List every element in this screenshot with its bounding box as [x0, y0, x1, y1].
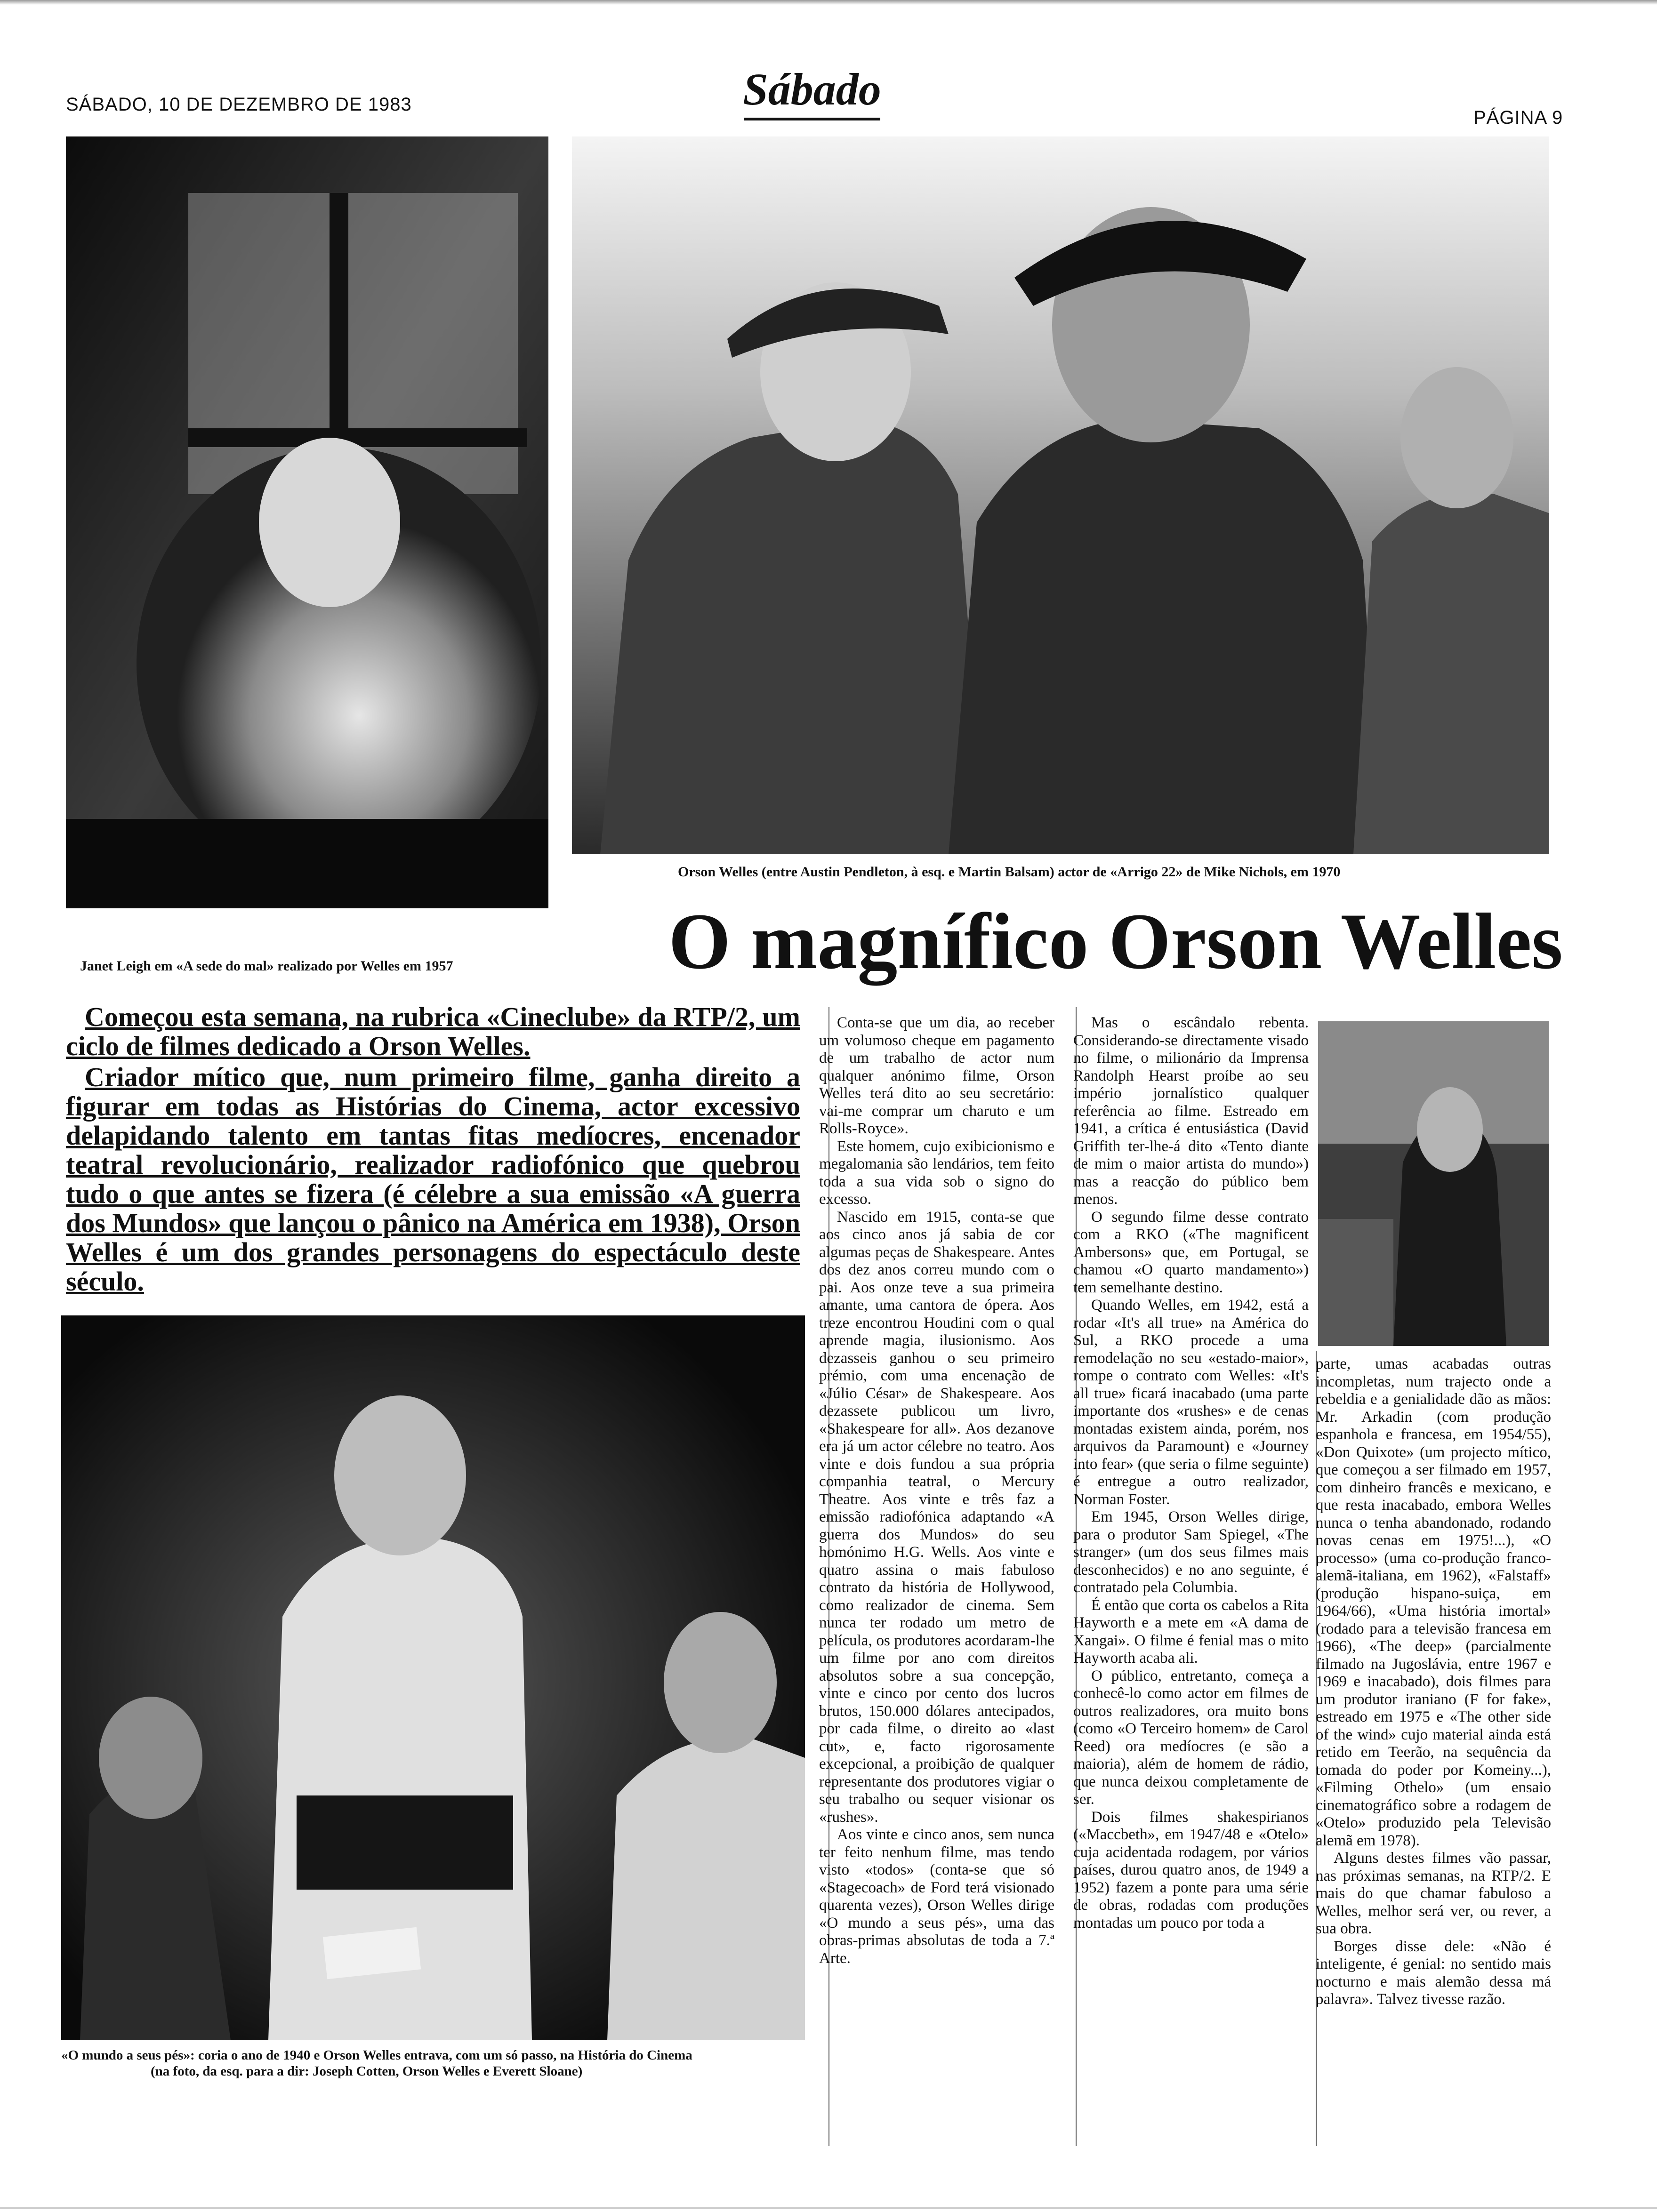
lede-paragraph-2: Criador mítico que, num primeiro filme, ganha direito a figurar em todas as Histórias do Cinema, actor excessivo delapidando talento em tantas fitas medíocres, encenador teatral revolucionário, realizador radiofónico que quebrou tudo o que antes se fizera (é célebre a sua emissão «A guerra dos Mundos» que lançou o pânico na América em 1938), Orson Welles é um dos grandes personagens do espectáculo deste século. — [66, 1062, 800, 1297]
caption-citizen-kane — [61, 2047, 810, 2079]
column-paragraph: O público, entretanto, começa a conhecê-lo como actor em filmes de outros realizadores, ora muito bons (como «O Terceiro homem» de Carol Reed) ora medíocres (e são a maioria), além de homem de rádio, que nunca deixou completamente de ser. — [1073, 1667, 1309, 1808]
caption-citizen-kane-line-1: «O mundo a seus pés»: coria o ano de 1940 e Orson Welles entrava, com um só passo, na História do Cinema — [61, 2048, 692, 2063]
headline: O magnífico Orson Welles — [668, 897, 1563, 986]
bottom-rule — [0, 2207, 1657, 2209]
article-column-2 — [1073, 1014, 1309, 1932]
page-number: PÁGINA 9 — [1473, 107, 1563, 128]
lede-paragraph-1: Começou esta semana, na rubrica «Cineclube» da RTP/2, um ciclo de filmes dedicado a Orson Welles. — [66, 1002, 800, 1061]
article-column-1 — [819, 1014, 1054, 1967]
column-paragraph: Em 1945, Orson Welles dirige, para o produtor Sam Spiegel, «The stranger» (um dos seus filmes mais desconhecidos) e no ano seguinte, é contratado pela Columbia. — [1073, 1508, 1309, 1596]
logo-underline — [744, 118, 880, 120]
column-paragraph: Alguns destes filmes vão passar, nas próximas semanas, na RTP/2. E mais do que chamar fabuloso a Welles, melhor será ver, ou rever, a sua obra. — [1316, 1850, 1551, 1937]
column-paragraph: parte, umas acabadas outras incompletas, num trajecto onde a rebeldia e a genialidade dão as mãos: Mr. Arkadin (com produção espanhola e francesa, em 1954/55), «Don Quixote» (um projecto mítico, que começou a ser filmado em 1957, com dinheiro francês e mexicano, e que resta inacabado, embora Welles nunca o tenha abandonado, rodando novas cenas em 1975!...), «O processo» (uma co-produção franco-alemã-italiana, em 1962), «Falstaff» (produção hispano-suiça, em 1964/66), «Uma história imortal» (rodado para a televisão francesa em 1966), «The deep» (parcialmente filmado na Jugoslávia, entre 1967 e 1969 e inacabado), dois filmes para um produtor iraniano (F for fake», estreado em 1975 e «The other side of the wind» cujo material ainda está retido em Teerão, na sequência da tomada do poder por Komeiny...), «Filming Othelo» (um ensaio cinematográfico sobre a rodagem de «Otelo» produzido pela Televisão alemã em 1978). — [1316, 1355, 1551, 1849]
top-rule — [0, 0, 1657, 5]
column-paragraph: Este homem, cujo exibicionismo e megalomania são lendários, tem feito toda a sua vida sob o signo do excesso. — [819, 1138, 1054, 1208]
photo-janet-leigh — [66, 136, 548, 908]
column-paragraph: Dois filmes shakespirianos («Maccbeth», em 1947/48 e «Otelo» cuja acidentada rodagem, por vários países, durou quatro anos, de 1949 a 1952) fazem a ponte para uma série de obras, rodadas com produções montadas um pouco por toda a — [1073, 1808, 1309, 1931]
photo-welles-inset — [1318, 1021, 1549, 1346]
article-column-3 — [1316, 1355, 1551, 2009]
column-paragraph: Aos vinte e cinco anos, sem nunca ter feito nenhum filme, mas tendo visto «todos» (conta-se que só «Stagecoach» de Ford terá visionado quarenta vezes), Orson Welles dirige «O mundo a seus pés», uma das obras-primas absolutas de toda a 7.ª Arte. — [819, 1826, 1054, 1967]
column-paragraph: Conta-se que um dia, ao receber um volumoso cheque em pagamento de um trabalho de actor num qualquer anónimo filme, Orson Welles terá dito ao seu secretário: vai-me comprar um charuto e um Rolls-Royce». — [819, 1014, 1054, 1137]
column-paragraph: Quando Welles, em 1942, está a rodar «It's all true» na América do Sul, a RKO procede a uma remodelação no seu «estado-maior», rompe o contrato com Welles: «It's all true» ficará inacabado (uma parte importante dos «rushes» e de cenas montadas existem ainda, porém, nos arquivos da Paramount) e «Journey into fear» (que seria o filme seguinte) é entregue a outro realizador, Norman Foster. — [1073, 1297, 1309, 1508]
caption-citizen-kane-line-2: (na foto, da esq. para a dir: Joseph Cotten, Orson Welles e Everett Sloane) — [151, 2064, 583, 2079]
photo-catch22 — [572, 136, 1549, 854]
column-paragraph: Nascido em 1915, conta-se que aos cinco anos já sabia de cor algumas peças de Shakespeare. Antes dos dez anos correu mundo com o pai. Aos onze teve a sua primeira amante, uma cantora de ópera. Aos treze encontrou Houdini com o qual aprende magia, ilusionismo. Aos dezasseis ganhou o seu primeiro prémio, com uma encenação de «Júlio César» de Shakespeare. Aos dezassete publicou um livro, «Shakespeare for all». Aos dezanove era já um actor célebre no teatro. Aos vinte e dois fundou a sua própria companhia teatral, o Mercury Theatre. Aos vinte e três faz a emissão radiofónica adaptando «A guerra dos Mundos» do seu homónimo H.G. Wells. Aos vinte e quatro assina o mais fabuloso contrato da história de Hollywood, como realizador de cinema. Sem nunca ter rodado um metro de película, os produtores acordaram-lhe um filme por ano com direitos absolutos sobre a sua concepção, vinte e cinco por cento dos lucros brutos, 150.000 dólares antecipados, por cada filme, o direito ao «last cut», e, facto rigorosamente excepcional, a proibição de qualquer representante dos produtores vigiar o seu trabalho ou sequer visionar os «rushes». — [819, 1208, 1054, 1826]
column-paragraph: O segundo filme desse contrato com a RKO («The magnificent Ambersons» que, em Portugal, se chamou «O quarto mandamento») tem semelhante destino. — [1073, 1208, 1309, 1296]
lede — [66, 1002, 800, 1296]
caption-janet-leigh: Janet Leigh em «A sede do mal» realizado por Welles em 1957 — [80, 958, 453, 974]
photo-citizen-kane — [61, 1315, 805, 2040]
column-paragraph: Mas o escândalo rebenta. Considerando-se directamente visado no filme, o milionário da Imprensa Randolph Hearst proíbe ao seu império jornalístico qualquer referência ao filme. Estreado em 1941, a crítica é entusiástica (David Griffith ter-lhe-á dito «Tento diante de mim o maior artista do mundo») mas a reacção do público bem menos. — [1073, 1014, 1309, 1208]
column-paragraph: É então que corta os cabelos a Rita Hayworth e a mete em «A dama de Xangai». O filme é fenial mas o mito Hayworth acaba ali. — [1073, 1596, 1309, 1667]
caption-catch22: Orson Welles (entre Austin Pendleton, à esq. e Martin Balsam) actor de «Arrigo 22» de Mike Nichols, em 1970 — [678, 864, 1341, 880]
masthead-date: SÁBADO, 10 DE DEZEMBRO DE 1983 — [66, 94, 412, 115]
newspaper-logo: Sábado — [743, 64, 881, 114]
column-paragraph: Borges disse dele: «Não é inteligente, é genial: no sentido mais nocturno e mais alemão dessa má palavra». Talvez tivesse razão. — [1316, 1938, 1551, 2008]
